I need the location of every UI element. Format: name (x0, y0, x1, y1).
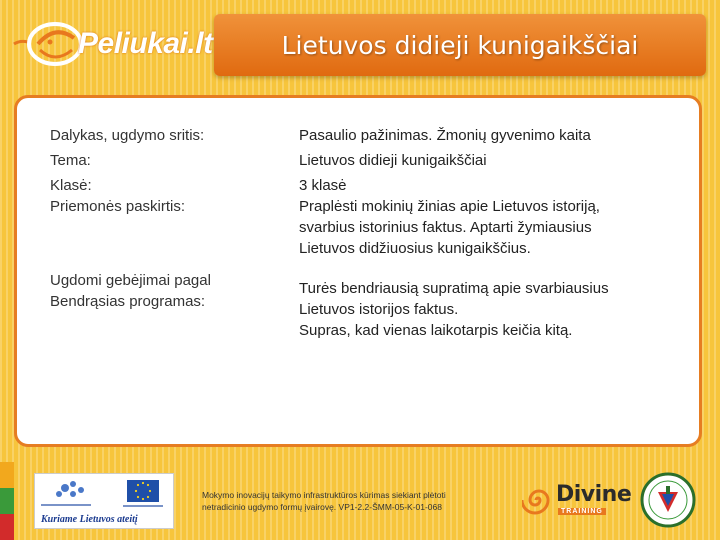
eu-tagline: Kuriame Lietuvos ateitį (41, 514, 138, 525)
row-label: Priemonės paskirtis: (50, 198, 186, 215)
row-value: Lietuvos didieji kunigaikščiai (299, 152, 487, 169)
row-value: Lietuvos istorijos faktus. (299, 301, 459, 318)
peliukai-logo[interactable] (10, 18, 213, 70)
divine-sub: TRAINING (558, 508, 606, 515)
divine-training-logo (522, 482, 632, 522)
project-line: Mokymo inovacijų taikymo infrastruktūros kūrimas siekiant plėtoti (202, 490, 446, 500)
title-banner (214, 14, 706, 76)
brand-name: Peliukai.lt (78, 27, 213, 60)
row-label: Bendrąsias programas: (50, 293, 206, 310)
school-emblem-icon (640, 472, 696, 528)
flag-stripe-red (0, 514, 14, 540)
page-title: Lietuvos didieji kunigaikščiai (281, 30, 639, 60)
row-value: Praplėsti mokinių žinias apie Lietuvos istoriją, (299, 198, 600, 215)
eu-funding-logo (34, 473, 174, 529)
row-value: 3 klasė (299, 177, 347, 194)
flag-stripe-yellow (0, 462, 14, 488)
project-line: netradicinio ugdymo formų įvairovę. VP1-2.2-ŠMM-05-K-01-068 (202, 502, 442, 512)
flag-stripe-green (0, 488, 14, 514)
row-value: Pasaulio pažinimas. Žmonių gyvenimo kaita (299, 127, 591, 144)
project-description (202, 489, 512, 513)
content-panel (14, 95, 702, 447)
row-label: Tema: (50, 152, 91, 169)
row-value: Lietuvos didžiuosius kunigaikščius. (299, 240, 531, 257)
row-label: Klasė: (50, 177, 92, 194)
row-value: svarbius istorinius faktus. Aptarti žymiausius (299, 219, 592, 236)
row-label: Dalykas, ugdymo sritis: (50, 127, 205, 144)
divine-name: Divine (556, 482, 632, 507)
spiral-icon (522, 482, 554, 518)
row-label: Ugdomi gebėjimai pagal (50, 272, 211, 289)
eu-emblems-icon (35, 474, 173, 514)
row-value: Turės bendriausią supratimą apie svarbiausius (299, 280, 609, 297)
row-value: Supras, kad vienas laikotarpis keičia kitą. (299, 322, 573, 339)
